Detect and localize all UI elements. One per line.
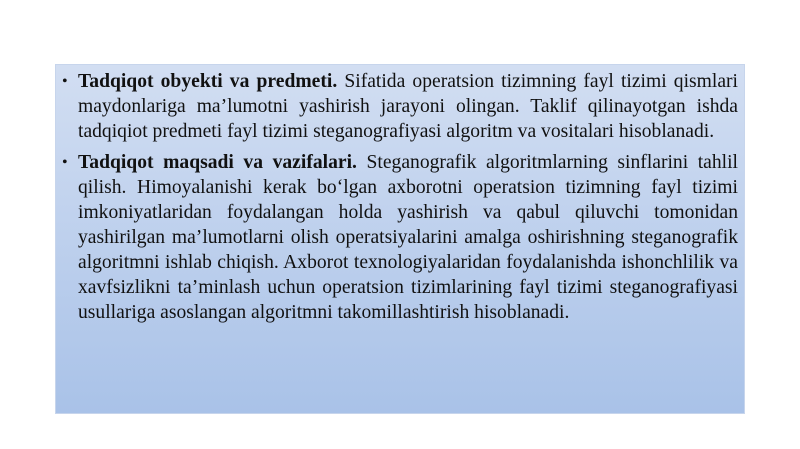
bullet-item-goals	[62, 150, 738, 325]
item-heading: Tadqiqot obyekti va predmeti.	[78, 71, 345, 92]
bullet-icon: •	[62, 154, 68, 171]
bullet-item-object	[62, 69, 738, 144]
item-text: Steganografik algoritmlarning sinflarini tahlil qilish. Himoyalanishi kerak bo‘lgan axborotni operatsion tizimning fayl tizimi imkoniyatlaridan foydalangan holda yashirish va qabul qiluvchi tomonidan yashirilgan ma’lumotlarni olish operatsiyalarini amalga oshirishning steganografik algoritmni ishlab chiqish. Axborot texnologiyalaridan foydalanishda ishonchlilik va xavfsizlikni ta’minlash uchun operatsion tizimlarining fayl tizimi steganografiyasi usullariga asoslangan algoritmni takomillashtirish hisoblanadi.	[78, 152, 739, 323]
item-heading: Tadqiqot maqsadi va vazifalari.	[78, 152, 367, 173]
bullet-icon: •	[62, 73, 68, 90]
item-text: Sifatida operatsion tizimning fayl tizimi qismlari maydonlariga ma’lumotni yashirish jarayoni olingan. Taklif qilinayotgan ishda tadqiqiot predmeti fayl tizimi steganografiyasi algoritm va vositalari hisoblanadi.	[78, 71, 738, 142]
content-panel	[55, 64, 745, 414]
